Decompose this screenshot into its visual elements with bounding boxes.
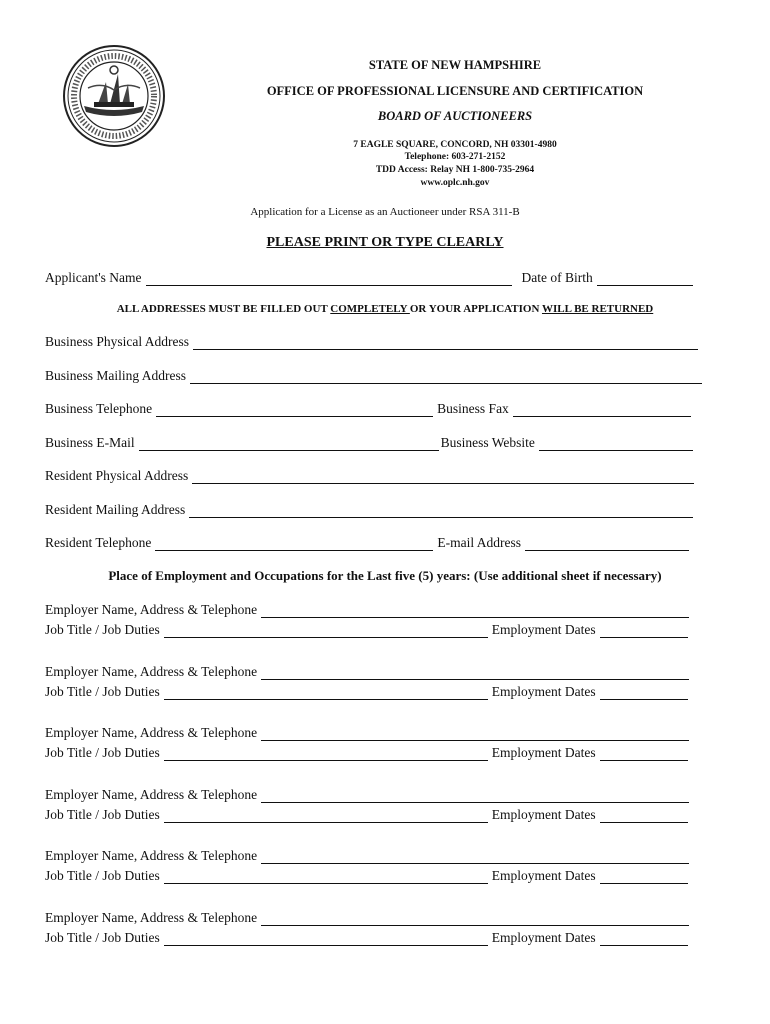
job-title-label: Job Title / Job Duties: [45, 930, 160, 945]
job-row: [45, 743, 688, 761]
board-heading: BOARD OF AUCTIONEERS: [377, 109, 533, 123]
resident-physical-label: Resident Physical Address: [45, 468, 189, 483]
business-physical-row: [45, 332, 698, 350]
business-website-field[interactable]: [539, 437, 693, 451]
employer-field[interactable]: [261, 912, 689, 926]
business-website-label: Business Website: [440, 435, 535, 450]
job-title-field[interactable]: [164, 870, 488, 884]
job-row: [45, 682, 688, 700]
employer-field[interactable]: [261, 727, 689, 741]
job-title-label: Job Title / Job Duties: [45, 807, 160, 822]
business-physical-field[interactable]: [193, 336, 698, 350]
employer-row: [45, 600, 689, 618]
resident-physical-row: [45, 466, 694, 484]
applicant-name-field[interactable]: [146, 272, 512, 286]
employment-heading: Place of Employment and Occupations for the Last five (5) years: (Use additional sheet if necessary): [108, 568, 662, 583]
business-mailing-label: Business Mailing Address: [45, 368, 187, 383]
business-mailing-row: [45, 366, 702, 384]
job-title-label: Job Title / Job Duties: [45, 684, 160, 699]
office-address: 7 EAGLE SQUARE, CONCORD, NH 03301-4980: [353, 140, 557, 150]
job-row: [45, 928, 688, 946]
job-row: [45, 805, 688, 823]
employer-row: [45, 785, 689, 803]
employer-row: [45, 846, 689, 864]
office-tdd: TDD Access: Relay NH 1-800-735-2964: [375, 165, 535, 175]
job-row: [45, 620, 688, 638]
dob-field[interactable]: [597, 272, 693, 286]
employment-dates-field[interactable]: [600, 870, 688, 884]
job-title-label: Job Title / Job Duties: [45, 868, 160, 883]
employer-label: Employer Name, Address & Telephone: [45, 602, 258, 617]
employer-row: [45, 723, 689, 741]
office-telephone: Telephone: 603-271-2152: [404, 152, 506, 162]
dob-label: Date of Birth: [521, 270, 593, 285]
employer-field[interactable]: [261, 850, 689, 864]
business-email-field[interactable]: [139, 437, 439, 451]
resident-mailing-label: Resident Mailing Address: [45, 502, 186, 517]
business-physical-label: Business Physical Address: [45, 334, 190, 349]
employment-dates-label: Employment Dates: [491, 868, 596, 883]
business-fax-field[interactable]: [513, 403, 691, 417]
office-website[interactable]: www.oplc.nh.gov: [420, 178, 490, 188]
job-title-label: Job Title / Job Duties: [45, 622, 160, 637]
job-title-field[interactable]: [164, 932, 488, 946]
job-title-field[interactable]: [164, 747, 488, 761]
employer-field[interactable]: [261, 604, 689, 618]
office-heading: OFFICE OF PROFESSIONAL LICENSURE AND CERTIFICATION: [266, 84, 644, 98]
employment-dates-label: Employment Dates: [491, 745, 596, 760]
employer-row: [45, 908, 689, 926]
business-email-label: Business E-Mail: [45, 435, 135, 450]
employer-label: Employer Name, Address & Telephone: [45, 848, 258, 863]
warning-text-2: COMPLETELY: [330, 303, 410, 315]
job-title-label: Job Title / Job Duties: [45, 745, 160, 760]
job-title-field[interactable]: [164, 624, 488, 638]
address-warning: [0, 303, 770, 315]
applicant-row: [45, 268, 693, 286]
job-title-field[interactable]: [164, 809, 488, 823]
employment-dates-field[interactable]: [600, 932, 688, 946]
warning-text-3: OR YOUR APPLICATION: [409, 303, 542, 315]
employer-field[interactable]: [261, 789, 689, 803]
employer-label: Employer Name, Address & Telephone: [45, 787, 258, 802]
resident-telephone-field[interactable]: [155, 537, 433, 551]
business-telephone-label: Business Telephone: [45, 401, 153, 416]
resident-phone-row: [45, 533, 689, 551]
business-fax-label: Business Fax: [437, 401, 509, 416]
warning-text-4: WILL BE RETURNED: [541, 303, 654, 315]
resident-mailing-row: [45, 500, 693, 518]
employment-dates-field[interactable]: [600, 624, 688, 638]
email-address-label: E-mail Address: [437, 535, 522, 550]
business-mailing-field[interactable]: [190, 370, 702, 384]
employment-dates-field[interactable]: [600, 747, 688, 761]
employer-label: Employer Name, Address & Telephone: [45, 910, 258, 925]
resident-physical-field[interactable]: [192, 470, 694, 484]
employment-dates-field[interactable]: [600, 686, 688, 700]
employment-dates-field[interactable]: [600, 809, 688, 823]
employment-dates-label: Employment Dates: [491, 930, 596, 945]
applicant-name-label: Applicant's Name: [45, 270, 142, 285]
warning-text-1: ALL ADDRESSES MUST BE FILLED OUT: [116, 303, 331, 315]
employment-dates-label: Employment Dates: [491, 684, 596, 699]
email-address-field[interactable]: [525, 537, 689, 551]
job-title-field[interactable]: [164, 686, 488, 700]
print-notice: PLEASE PRINT OR TYPE CLEARLY: [266, 235, 504, 250]
employer-label: Employer Name, Address & Telephone: [45, 725, 258, 740]
application-title: Application for a License as an Auctioneer under RSA 311-B: [250, 206, 520, 218]
employment-dates-label: Employment Dates: [491, 622, 596, 637]
business-email-row: [45, 433, 693, 451]
employer-label: Employer Name, Address & Telephone: [45, 664, 258, 679]
resident-mailing-field[interactable]: [189, 504, 693, 518]
employment-dates-label: Employment Dates: [491, 807, 596, 822]
job-row: [45, 866, 688, 884]
resident-telephone-label: Resident Telephone: [45, 535, 152, 550]
employer-field[interactable]: [261, 666, 689, 680]
business-phone-row: [45, 399, 691, 417]
state-heading: STATE OF NEW HAMPSHIRE: [368, 58, 542, 72]
business-telephone-field[interactable]: [156, 403, 433, 417]
employer-row: [45, 662, 689, 680]
